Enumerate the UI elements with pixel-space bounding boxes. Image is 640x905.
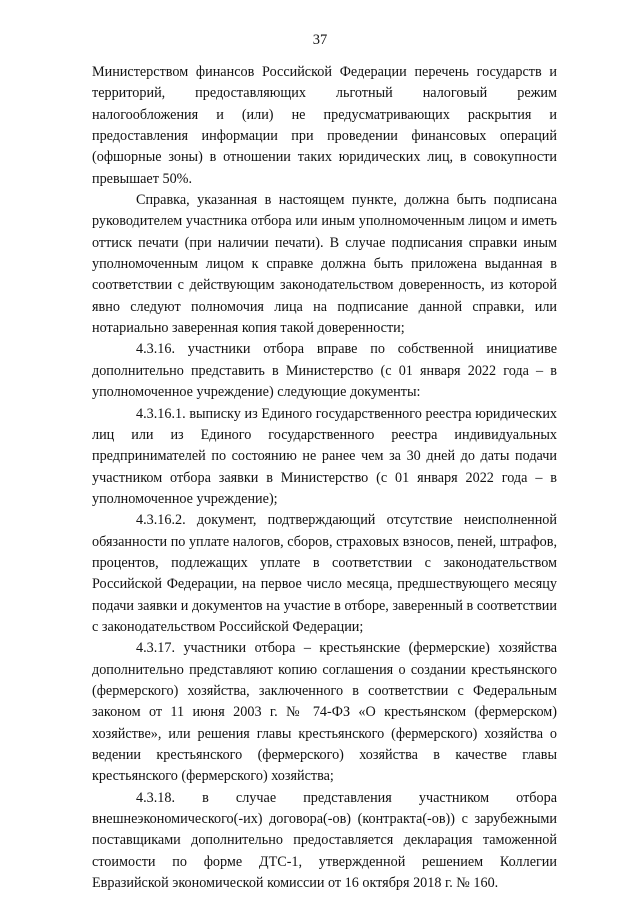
paragraph-4-3-16: 4.3.16. участники отбора вправе по собственной инициативе дополнительно представить в Министерство (с 01 января 2022 года – в уполномоченное учреждение) следующие документы: <box>92 341 557 401</box>
paragraph-4-3-17: 4.3.17. участники отбора – крестьянские (фермерские) хозяйства дополнительно представляют копию соглашения о создании крестьянского (фермерского) хозяйства, заключенного в соответствии с Федеральным законом от 11 июня 2003 г. № 74-ФЗ «О крестьянском (фермерском) хозяйстве», или решения главы крестьянского (фермерского) хозяйства о ведении крестьянского (фермерского) хозяйства в качестве главы крестьянского (фермерского) хозяйства; <box>92 640 557 785</box>
page-number: 37 <box>312 32 328 48</box>
paragraph-4-3-16-1: 4.3.16.1. выписку из Единого государственного реестра юридических лиц или из Единого государственного реестра индивидуальных предпринимателей по состоянию не ранее чем за 30 дней до даты подачи участником отбора заявки в Министерство (с 01 января 2022 года – в уполномоченное учреждение); <box>92 405 557 507</box>
paragraph-4-3-16-2: 4.3.16.2. документ, подтверждающий отсутствие неисполненной обязанности по уплате налогов, сборов, страховых взносов, пеней, штрафов, процентов, подлежащих уплате в соответствии с законодательством Российской Федерации, на первое число месяца, предшествующего месяцу подачи заявки и документов на участие в отборе, заверенный в соответствии с законодательством Российской Федерации; <box>92 512 557 635</box>
paragraph-4-3-18: 4.3.18. в случае представления участником отбора внешнеэкономического(-их) договора(-ов) (контракта(-ов)) с зарубежными поставщиками дополнительно предоставляется декларация таможенной стоимости по форме ДТС-1, утвержденной решением Коллегии Евразийской экономической комиссии от 16 октября 2018 г. № 160. <box>92 789 557 892</box>
paragraph-certificate-signing: Справка, указанная в настоящем пункте, должна быть подписана руководителем участника отбора или иным уполномоченным лицом и иметь оттиск печати (при наличии печати). В случае подписания справки иным уполномоченным лицом к справке должна быть приложена выданная в соответствии с действующим законодательством доверенность, из которой явно следуют полномочия лица на подписание данной справки, или нотариально заверенная копия такой доверенности; <box>92 192 557 337</box>
document-body <box>92 62 557 894</box>
paragraph-continuation: Министерством финансов Российской Федерации перечень государств и территорий, предоставляющих льготный налоговый режим налогообложения и (или) не предусматривающих раскрытия и предоставления информации при проведении финансовых операций (офшорные зоны) в отношении таких юридических лиц, в совокупности превышает 50%. <box>92 64 557 187</box>
